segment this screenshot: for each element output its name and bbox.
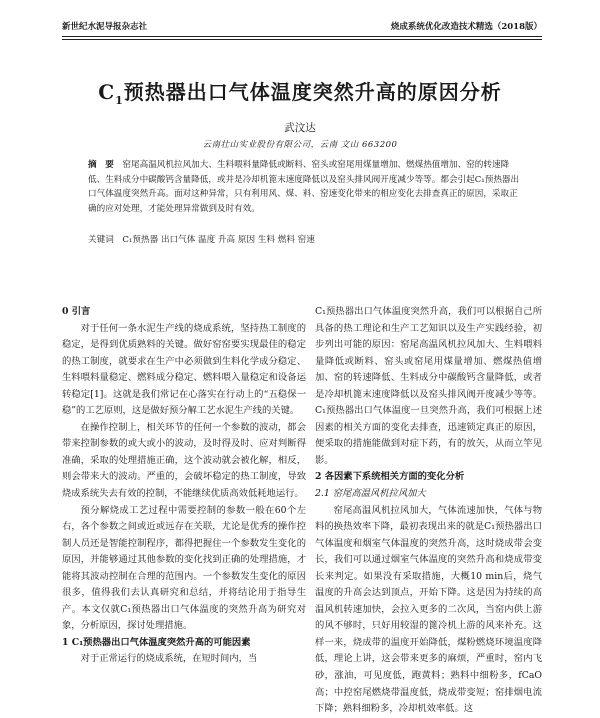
section-heading-intro: 0 引言 bbox=[62, 306, 91, 317]
paragraph: C₁预热器出口气体温度突然升高，我们可以根据自己所具备的热工理论和生产工艺知识以及生产实践经验，初步列出可能的原因：窑尾高温风机拉风加大、生料喂料量降低或断料、窑头或窑尾用煤量增加、燃煤热值增加、窑的转速降低、生料成分中碳酸钙含量降低，或者是冷却机篦末速度降低以及窑头排风阀开度减少等等。C₁预热器出口气体温度一旦突然升高，我们可根据上述因素的相关方面的变化去排查，迅速锁定真正的原因，便采取的措施能做到对症下药，有的放矢，从而立竿见影。 bbox=[315, 306, 542, 466]
header-rule-thick bbox=[62, 36, 542, 37]
affiliation: 云南壮山实业股份有限公司，云南 文山 663200 bbox=[202, 140, 398, 150]
author: 武汶达 bbox=[284, 122, 316, 134]
header-rule-thin bbox=[62, 39, 542, 40]
abstract-text: 窑尾高温风机拉风加大、生料喂料量降低或断料、窑头或窑尾用煤量增加、燃煤热值增加、窑的转速降低、生料成分中碳酸钙含量降低，或并是冷却机篦末速度降低以及窑头排风阀开度减少等等。都会引起C₁预热器出口气体温度突然升高。面对这种异常，只有利用风、煤、料、窑速变化带来的相应变化去排查真正的原因，采取正确的应对处理，才能处理异常做到及时有效。 bbox=[88, 160, 520, 214]
section-heading-2: 2 各因素下系统相关方面的变化分析 bbox=[315, 471, 465, 483]
paragraph: 对于任何一条水泥生产线的烧成系统，坚持热工制度的稳定，是得到优质熟料的关键。做好窑窑要实现最佳的稳定的热工制度，就要求在生产中必须做到生料化学成分稳定、生料喂料量稳定、燃料成分稳定、燃料喂入量稳定和设备运转稳定[1]。这就是我们常记在心落实在行动上的“五稳保一稳”的工艺原则，这是做好预分解工艺水泥生产线的关键。 bbox=[62, 322, 306, 417]
abstract bbox=[88, 158, 520, 216]
subsection-heading-2-1: 2.1 窑尾高温风机拉风加大 bbox=[315, 488, 426, 500]
paragraph: 预分解烧成工艺过程中需要控制的参数一般在60个左右，各个参数之间或近或远存在关联，尤论是优秀的操作控制人员还是智能控制程序，都得把握住一个参数发生变化的原因，并能够通过其他参数的变化找到正确的处理措施，才能将其波动控制在合理的范围内。一个参数发生变化的原因很多，值得我们去认真研究和总结，并将结论用于指导生产。本文仅就C₁预热器出口气体温度的突然升高为研究对象，分析原因，探讨处理措施。 bbox=[62, 504, 306, 632]
keywords bbox=[88, 233, 520, 247]
keywords-label: 关键词 bbox=[88, 235, 114, 245]
paragraph: 对于正常运行的烧成系统，在短时间内，当 bbox=[80, 653, 258, 665]
header-collection-title: 烧成系统优化改造技术精选（2018版） bbox=[390, 22, 542, 32]
section-heading-1: 1 C₁预热器出口气体温度突然升高的可能因素 bbox=[62, 636, 251, 648]
paragraph: 在操作控制上，相关环节的任何一个参数的波动，都会带来控制参数的或大或小的波动，及时得及时、应对判断得准确，采取的处理措施正确，这个波动就会被化解，相反，则会带来大的波动。严重的，会破坏稳定的热工制度，导致烧成系统失去有效的控制，不能继续优质高效低耗地运行。 bbox=[62, 421, 306, 500]
article-title bbox=[0, 76, 600, 107]
paragraph: 窑尾高温风机拉风加大，气体流速加快，气体与物料的换热效率下降，最初表现出来的就是C₁预热器出口气体温度和烟室气体温度的突然升高，这时烧成带会变长，我们可以通过烟室气体温度的突然升高和烧成带变长来判定。如果没有采取措施，大概10 min后，烧气温度的升高会达到顶点，开始下降。这是因为持续的高温风机转速加快，会拉入更多的二次风，当窑内供上游的风不够时，只好用较湿的篦冷机上游的风来补充。这样一来，烧成带的温度开始降低，煤粉燃烧环境温度降低，理论上讲，这会带来更多的麻烦，严重时，窑内飞砂，涨油，可见度低，跑黄料；熟料中细粉多，fCaO高；中控窑尾燃烧带温度低，烧成带变短；窑排烟电流下降；熟料细粉多，冷却机效率低。这 bbox=[315, 504, 542, 715]
header-publisher: 新世纪水泥导报杂志社 bbox=[62, 22, 148, 32]
keywords-text: C₁预热器 出口气体 温度 升高 原因 生料 燃料 窑速 bbox=[122, 235, 315, 245]
title-main: 预热器出口气体温度突然升高的原因分析 bbox=[123, 80, 502, 104]
title-subscript: 1 bbox=[115, 94, 124, 107]
title-prefix: C bbox=[98, 80, 116, 104]
abstract-label: 摘 要 bbox=[88, 160, 114, 170]
right-column bbox=[315, 304, 542, 718]
left-column bbox=[62, 304, 306, 668]
running-header bbox=[62, 20, 542, 34]
